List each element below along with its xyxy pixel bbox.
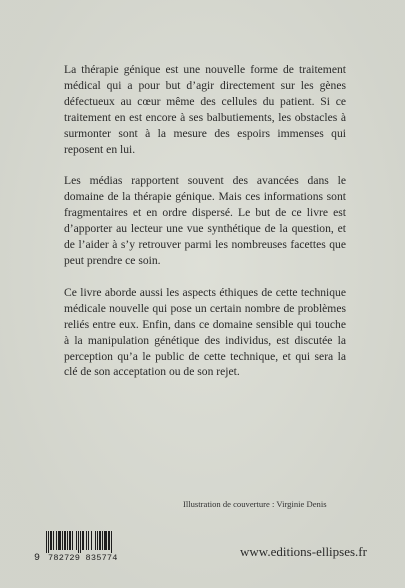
barcode-bar — [56, 531, 57, 550]
barcode-bar — [86, 531, 87, 550]
barcode-bar — [95, 531, 96, 550]
barcode-bar — [46, 531, 47, 553]
blurb — [64, 62, 346, 396]
publisher-website: www.editions-ellipses.fr — [240, 544, 367, 559]
barcode-bars — [46, 531, 142, 553]
illustration-credit: Illustration de couverture : Virginie Denis — [183, 499, 327, 509]
barcode-digits: 782729 835774 — [48, 553, 118, 563]
barcode-bar — [48, 531, 49, 553]
barcode-bar — [69, 531, 71, 550]
barcode-bar — [99, 531, 101, 550]
barcode-bar — [58, 531, 61, 550]
barcode-bar — [104, 531, 107, 550]
barcode-bar — [91, 531, 92, 550]
barcode-bar — [62, 531, 63, 550]
blurb-paragraph-1: La thérapie génique est une nouvelle forme de traitement médical qui a pour but d’agir directement sur les gènes défectueux au cœur même des cellules du patient. Si ce traitement en est encore à ses balbutiements, les obstacles à surmonter sont à la mesure des espoirs immenses qui reposent en lui. — [64, 63, 346, 156]
barcode-first-digit: 9 — [34, 553, 41, 564]
barcode-bar — [64, 531, 66, 550]
barcode-bar — [72, 531, 73, 550]
blurb-paragraph-2: Les médias rapportent souvent des avancées dans le domaine de la thérapie génique. Mais ces informations sont fragmentaires et en ordre dispersé. Le but de ce livre est d’apporter au lecteur une vue synthétique de la question, et de l’aider à s’y retrouver parmi les nombreuses facettes que peut prendre ce soin. — [64, 174, 346, 267]
isbn-barcode — [34, 531, 144, 565]
barcode-bar — [80, 531, 81, 553]
blurb-paragraph-3: Ce livre aborde aussi les aspects éthiques de cette technique médicale nouvelle qui pose un certain nombre de problèmes reliés entre eux. Enfin, dans ce domaine sensible qui touche à la manipulation génétique des individus, est discutée la perception qu’a le public de cette technique, et qui sera la clé de son acceptation ou de son rejet. — [64, 285, 346, 379]
barcode-bar — [102, 531, 103, 550]
barcode-bar — [76, 531, 77, 550]
barcode-bar — [97, 531, 98, 550]
barcode-bar — [67, 531, 68, 550]
barcode-bar — [78, 531, 79, 553]
barcode-bar — [50, 531, 52, 550]
barcode-bar — [88, 531, 89, 550]
barcode-bar — [108, 531, 110, 550]
barcode-bar — [111, 531, 112, 553]
barcode-bar — [82, 531, 84, 550]
barcode-bar — [53, 531, 54, 550]
